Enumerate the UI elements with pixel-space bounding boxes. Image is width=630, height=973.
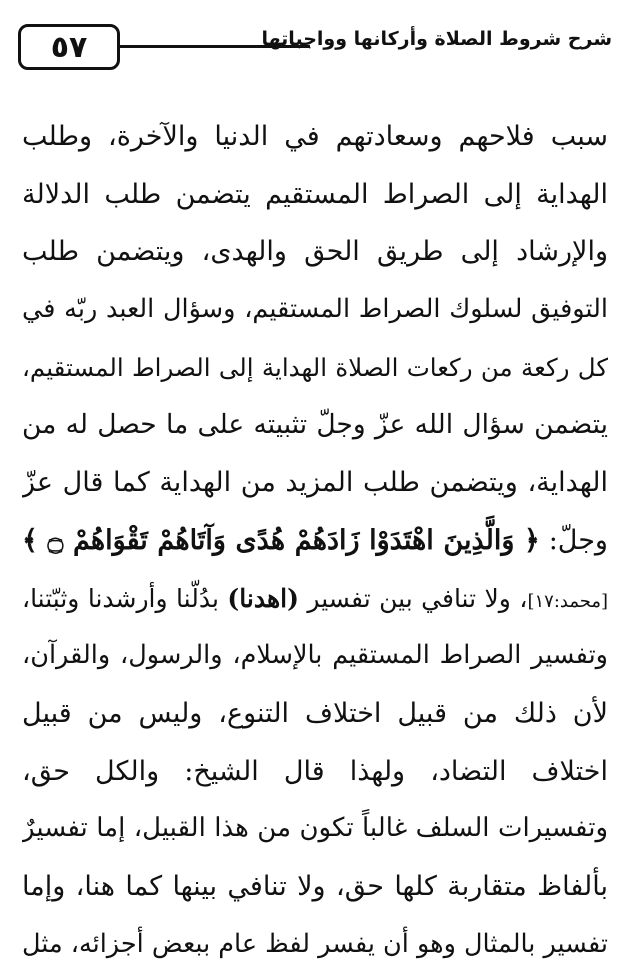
text-line: لأن ذلك من قبيل اختلاف التنوع، وليس من قبيل bbox=[22, 697, 608, 729]
text-line: وتفسير الصراط المستقيم بالإسلام، والرسول، والقرآن، bbox=[22, 640, 608, 671]
text-line: كل ركعة من ركعات الصلاة الهداية إلى الصراط المستقيم، bbox=[22, 352, 608, 382]
line-text: بدُلّنا وأرشدنا وثبّتنا، bbox=[22, 583, 219, 613]
running-title: شرح شروط الصلاة وأركانها وواجباتها bbox=[261, 28, 612, 50]
text-line: بألفاظ متقاربة كلها حق، ولا تنافي بينها كما هنا، وإما bbox=[22, 870, 608, 902]
text-line: والإرشاد إلى طريق الحق والهدى، ويتضمن طلب bbox=[22, 236, 608, 268]
text-line-reference bbox=[22, 570, 608, 628]
text-line: سبب فلاحهم وسعادتهم في الدنيا والآخرة، وطلب bbox=[22, 121, 608, 152]
text-line: الهداية إلى الصراط المستقيم يتضمن طلب الدلالة bbox=[22, 178, 608, 210]
quran-verse: ﴿ وَالَّذِينَ اهْتَدَوْا زَادَهُمْ هُدًى وَآتَاهُمْ تَقْوَاهُمْ ۝ ﴾ bbox=[22, 524, 540, 556]
text-line: تفسير بالمثال وهو أن يفسر لفظ عام ببعض أجزائه، مثل bbox=[22, 928, 608, 959]
highlighted-word: (اهدنا) bbox=[227, 583, 299, 613]
text-line: يتضمن سؤال الله عزّ وجلّ تثبيته على ما حصل له من bbox=[22, 409, 608, 441]
verse-reference: [محمد:١٧] bbox=[527, 590, 608, 612]
line-prefix: وجلّ: bbox=[548, 524, 608, 556]
line-text: ، ولا تنافي بين تفسير bbox=[307, 583, 528, 613]
text-line: الهداية، ويتضمن طلب المزيد من الهداية كما قال عزّ bbox=[22, 467, 608, 499]
page-header bbox=[18, 20, 612, 78]
text-line: اختلاف التضاد، ولهذا قال الشيخ: والكل حق، bbox=[22, 755, 608, 787]
page-number: ٥٧ bbox=[18, 24, 120, 70]
text-line-quran bbox=[22, 512, 608, 570]
text-line: التوفيق لسلوك الصراط المستقيم، وسؤال العبد ربّه في bbox=[22, 294, 608, 325]
text-line: وتفسيرات السلف غالباً تكون من هذا القبيل، إما تفسيرٌ bbox=[22, 813, 608, 844]
body-text bbox=[22, 108, 608, 973]
